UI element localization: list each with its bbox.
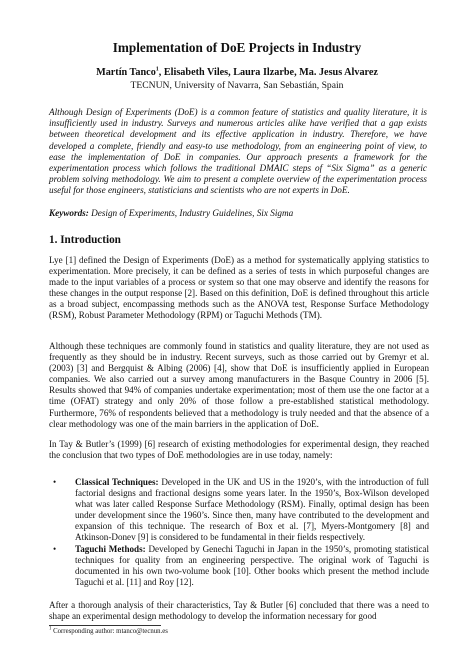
list-item-label: Classical Techniques:: [75, 477, 159, 487]
footnote: [49, 628, 168, 636]
paper-title: Implementation of DoE Projects in Industry: [112, 40, 362, 55]
footnote-marker[interactable]: 1: [155, 66, 159, 73]
bullet-icon: •: [53, 477, 57, 487]
author-list: [0, 66, 474, 79]
list-item-text: Developed by Genechi Taguchi in Japan in the 1950’s, promoting statistical techniques for quality from an engineering perspective. The original work of Taguchi is documented in his own two-volume book [10]. Other books which present the method include Taguchi et al. [11] and Roy [12].: [75, 543, 429, 587]
methodology-list: [49, 477, 429, 588]
section-heading: 1. Introduction: [49, 234, 121, 246]
list-item-text: Developed in the UK and US in the 1920’s, with the introduction of full factorial designs and fractional designs some years later. In the 1950’s, Box-Wilson developed what was later called Response Surface Methodology (RSM). Finally, optimal design has been under development since the 1960’s. Since then, many have contributed to the development and expansion of this technique. The research of Box et al. [7], Myers-Montgomery [8] and Atkinson-Donev [9] is considered to be fundamental in their fields respectively.: [75, 477, 429, 543]
keywords: [49, 208, 427, 219]
intro-paragraph-3: In Tay & Butler’s (1999) [6] research of existing methodologies for experimental design, they reached the conclusion that two types of DoE methodologies are in use today, namely:: [49, 439, 429, 461]
footnote-mark: 1: [49, 626, 52, 632]
list-item: [49, 544, 429, 588]
intro-paragraph-4: After a thorough analysis of their characteristics, Tay & Butler [6] concluded that there was a need to shape an experimental design methodology to develop the information necessary for good: [49, 600, 429, 622]
keywords-text: Design of Experiments, Industry Guidelines, Six Sigma: [88, 208, 294, 218]
list-item: [49, 477, 429, 544]
footnote-text: Corresponding author: mtanco@tecnun.es: [51, 628, 168, 635]
list-item-label: Taguchi Methods:: [75, 543, 146, 554]
affiliation: TECNUN, University of Navarra, San Sebastián, Spain: [130, 80, 344, 91]
footnote-divider: [49, 625, 161, 626]
bullet-icon: •: [53, 543, 57, 554]
intro-paragraph-1: Lye [1] defined the Design of Experiments (DoE) as a method for systematically applying statistics to experimentation. More precisely, it can be defined as a series of tests in which purposeful changes are made to the input variables of a process or system so that one may observe and identify the reasons for these changes in the output response [2]. Based on this definition, DoE is defined throughout this article as a broad subject, encompassing methods such as the ANOVA test, Response Surface Methodology (RSM), Robust Parameter Methodology (RPM) or Taguchi Methods (TM).: [49, 255, 429, 321]
abstract: Although Design of Experiments (DoE) is a common feature of statistics and quality literature, it is insufficiently used in industry. Surveys and numerous articles alike have verified that a gap exists between theoretical development and its effective application in industry. Therefore, we have developed a complete, friendly and easy-to use methodology, from an engineering point of view, to ease the implementation of DoE in companies. Our approach presents a framework for the experimentation process which follows the traditional DMAIC steps of “Six Sigma” as a generic problem solving methodology. We aim to present a complete overview of the experimentation process useful for those engineers, statisticians and scientists who are not experts in DoE.: [49, 107, 427, 196]
first-author: Martín Tanco: [96, 67, 156, 78]
other-authors: , Elisabeth Viles, Laura Ilzarbe, Ma. Jesus Alvarez: [158, 67, 378, 78]
keywords-label: Keywords:: [49, 208, 89, 218]
intro-paragraph-2: Although these techniques are commonly found in statistics and quality literature, they are not used as frequently as they should be in industry. Recent surveys, such as those carried out by Gremyr et al. (2003) [3] and Bergquist & Albing (2006) [4], show that DoE is insufficiently applied in European companies. We also carried out a survey among manufacturers in the Basque Country in 2006 [5]. Results showed that 94% of companies undertake experimentation; most of them use the one factor at a time (OFAT) strategy and only 20% of those follow a pre-established statistical methodology. Furthermore, 76% of respondents believed that a methodology is truly needed and that the absence of a clear methodology was one of the main barriers in the application of DoE.: [49, 341, 429, 429]
